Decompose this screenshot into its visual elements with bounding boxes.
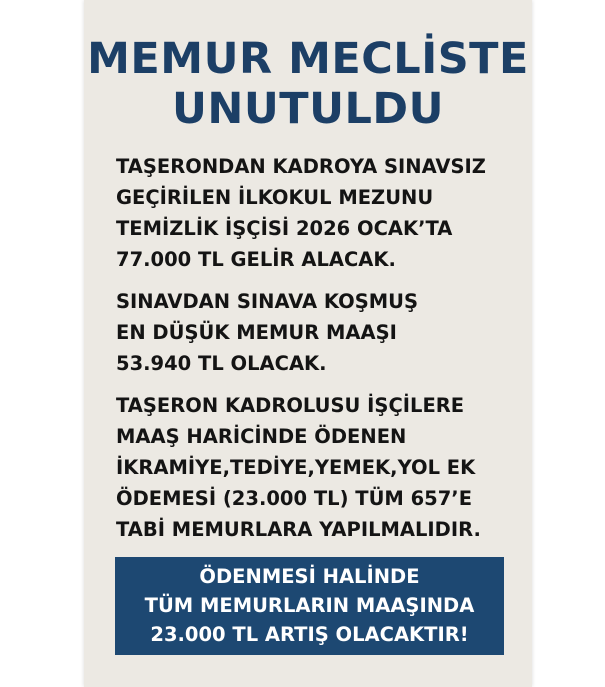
headline-line-2: UNUTULDU [171, 84, 445, 134]
banner-line: TÜM MEMURLARIN MAAŞINDA [144, 594, 475, 617]
paragraph-line: SINAVDAN SINAVA KOŞMUŞ [116, 290, 419, 313]
paragraph-line: 77.000 TL GELİR ALACAK. [116, 248, 396, 271]
paragraph-extra-payments-demand [116, 390, 516, 545]
headline-line-1: MEMUR MECLİSTE [87, 34, 529, 84]
banner-line: ÖDENMESİ HALİNDE [199, 565, 420, 588]
headline [84, 34, 532, 134]
paragraph-line: GEÇİRİLEN İLKOKUL MEZUNU [116, 186, 434, 209]
paragraph-line: İKRAMİYE,TEDİYE,YEMEK,YOL EK [116, 456, 476, 479]
banner-line: 23.000 TL ARTIŞ OLACAKTIR! [150, 623, 469, 646]
poster [84, 0, 532, 687]
paragraph-line: ÖDEMESİ (23.000 TL) TÜM 657’E [116, 487, 473, 510]
paragraph-line: TAŞERONDAN KADROYA SINAVSIZ [116, 155, 486, 178]
paragraph-line: MAAŞ HARİCİNDE ÖDENEN [116, 425, 407, 448]
paragraph-line: 53.940 TL OLACAK. [116, 352, 327, 375]
paragraph-line: TABİ MEMURLARA YAPILMALIDIR. [116, 518, 481, 541]
paragraph-line: EN DÜŞÜK MEMUR MAAŞI [116, 321, 397, 344]
paragraph-line: TAŞERON KADROLUSU İŞÇİLERE [116, 394, 465, 417]
paragraph-line: TEMİZLİK İŞÇİSİ 2026 OCAK’TA [116, 217, 453, 240]
paragraph-lowest-civil-servant-salary [116, 286, 516, 379]
paragraph-cleaning-worker-income [116, 151, 516, 275]
conclusion-banner [115, 557, 504, 655]
